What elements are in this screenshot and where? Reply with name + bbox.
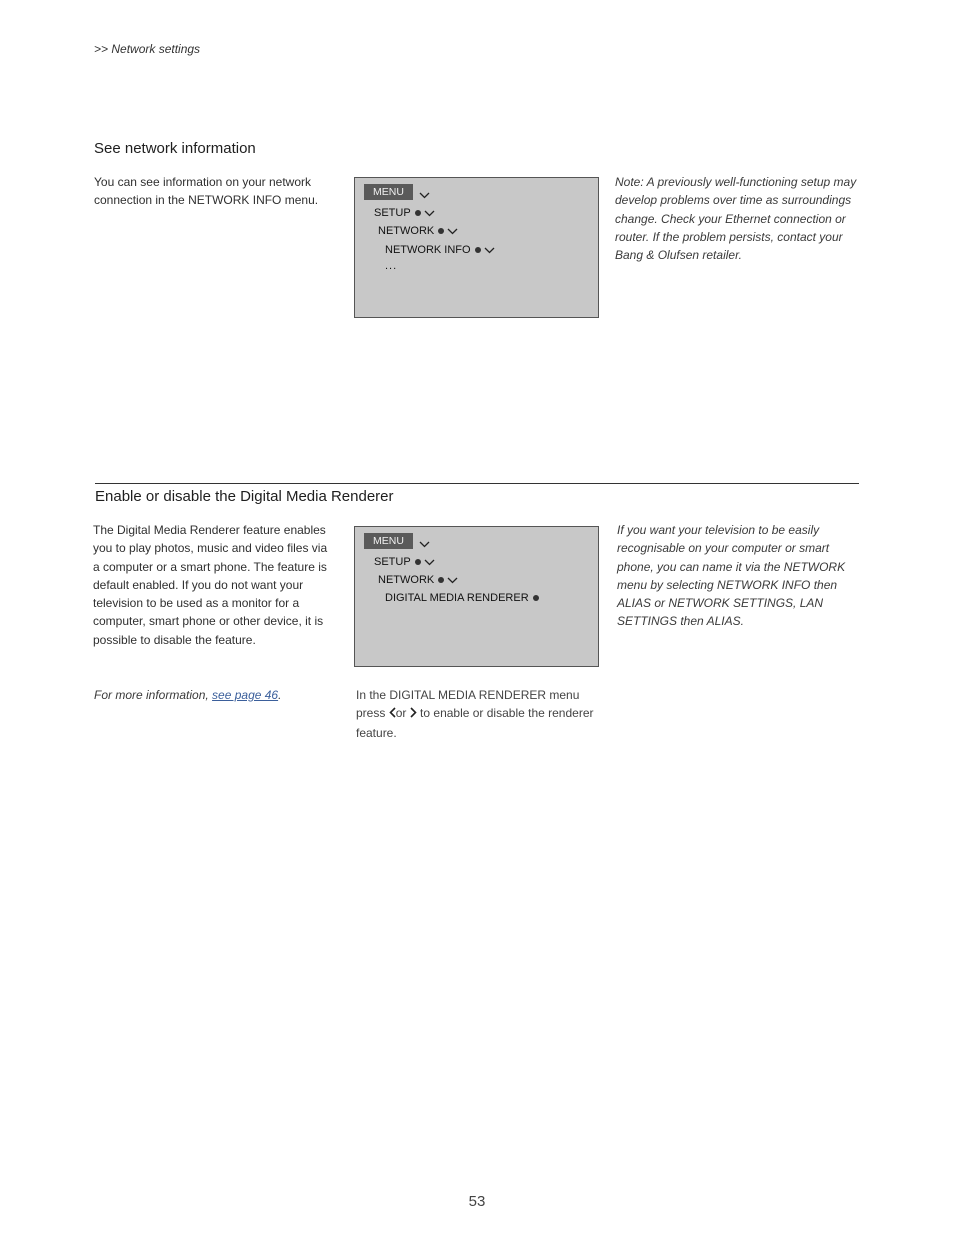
menu-item-network: NETWORK [378,574,435,586]
menu-ellipsis: ... [385,260,398,272]
network-info-description: You can see information on your network connection in the NETWORK INFO menu. [94,175,319,208]
section-heading-network-info: See network information [94,140,256,157]
left-arrow-icon [389,705,396,723]
menu-item-network: NETWORK [378,225,435,237]
dmr-note: If you want your television to be easily recognisable on your computer or smart phone, you can name it via the NETWORK menu by selecting NETWORK INFO then ALIAS or NETWORK SETTINGS, LAN SETTINGS then ALIAS. [617,523,846,629]
menu-item-setup: SETUP [374,556,411,568]
dmr-description: The Digital Media Renderer feature enables you to play photos, music and video files via a computer or a smart phone. The feature is default enabled. If you do not want your television to be used as a monitor for a computer, smart phone or other device, it is possible to disable the feature. [93,523,328,647]
menu-badge: MENU [364,533,413,549]
instruction-line-2 [356,704,606,723]
chevron-down-icon [447,228,458,235]
more-info-suffix: . [278,688,282,702]
bullet-dot-icon [438,577,444,583]
instruction-line-3: feature. [356,725,397,740]
more-info-prefix: For more information, [94,688,213,702]
instruction-or: or [395,706,407,721]
bullet-dot-icon [475,247,481,253]
bullet-dot-icon [415,559,421,565]
bullet-dot-icon [533,595,539,601]
instruction-press: press [356,706,386,721]
section-divider [95,483,859,484]
menu-item-digital-media-renderer: DIGITAL MEDIA RENDERER [385,592,529,604]
dmr-instruction [356,686,606,742]
chevron-down-icon [424,210,435,217]
menu-badge: MENU [364,184,413,200]
bullet-dot-icon [438,228,444,234]
menu-item-network-info: NETWORK INFO [385,244,471,256]
chevron-down-icon [419,192,430,199]
menu-screen-dmr [354,526,599,667]
section-heading-dmr: Enable or disable the Digital Media Renderer [95,488,394,505]
more-info-text [94,686,334,704]
see-page-link[interactable]: see page 46 [212,688,279,702]
chevron-down-icon [447,577,458,584]
network-note: Note: A previously well-functioning setup may develop problems over time as surroundings change. Check your Ethernet connection or router. If the problem persists, contact your Bang & Olufsen retailer. [615,175,857,263]
chevron-down-icon [424,559,435,566]
breadcrumb: >> Network settings [94,42,201,56]
menu-item-setup: SETUP [374,207,411,219]
chevron-down-icon [484,247,495,254]
instruction-line-1: In the DIGITAL MEDIA RENDERER menu [356,688,580,702]
menu-screen-network-info [354,177,599,318]
bullet-dot-icon [415,210,421,216]
right-arrow-icon [410,705,417,723]
page-number: 53 [468,1193,486,1210]
chevron-down-icon [419,541,430,548]
instruction-rest: to enable or disable the renderer [420,706,594,721]
